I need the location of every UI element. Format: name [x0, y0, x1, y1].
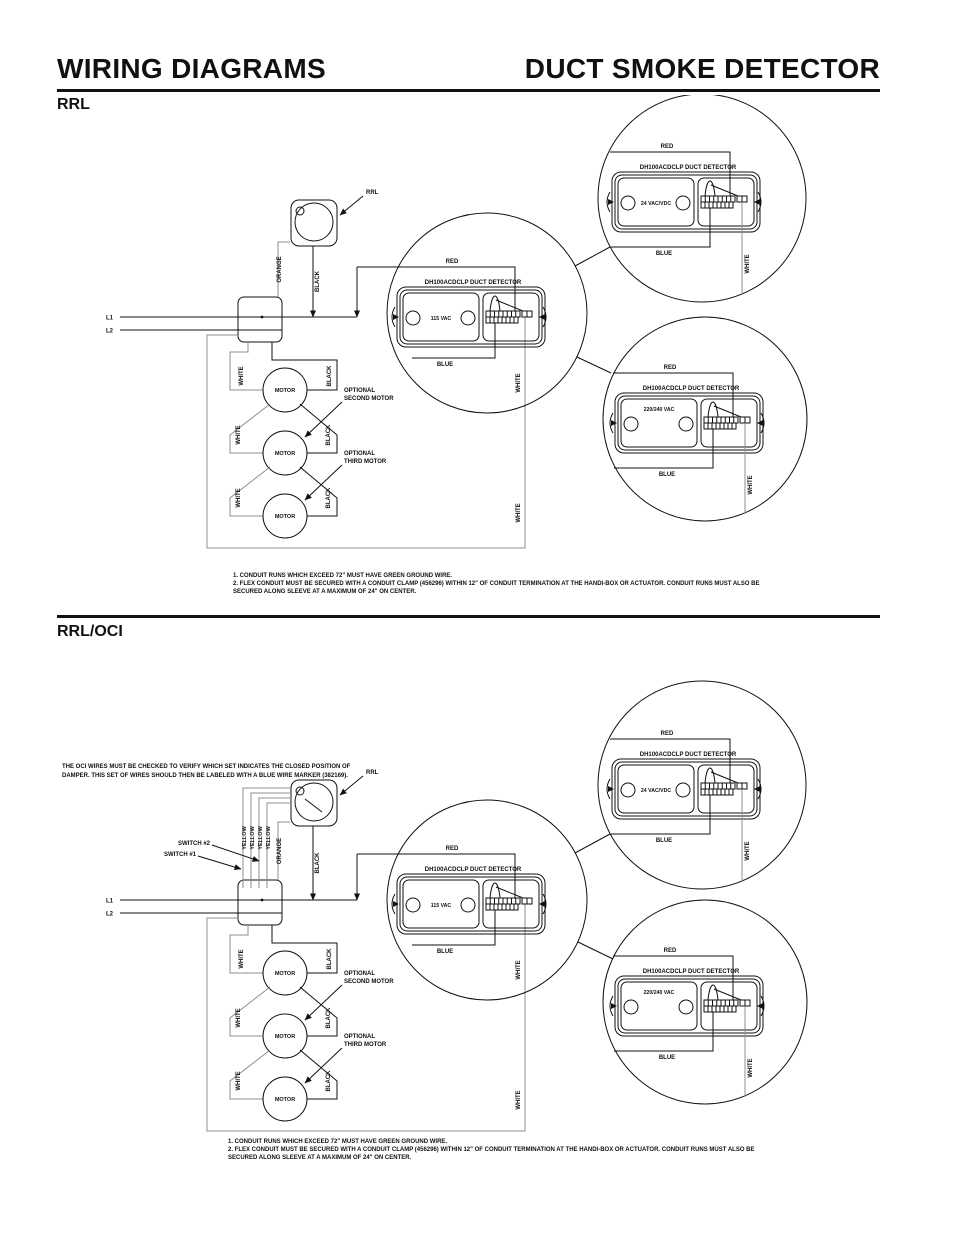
- motor: [263, 431, 307, 475]
- motor: [263, 1077, 307, 1121]
- svg-text:DH100ACDCLP DUCT DETECTOR: DH100ACDCLP DUCT DETECTOR: [642, 969, 740, 975]
- svg-text:SWITCH #2: SWITCH #2: [177, 841, 210, 847]
- svg-text:WHITE: WHITE: [516, 503, 522, 523]
- detail-circle-220vac: [603, 900, 807, 1104]
- svg-text:MOTOR: MOTOR: [274, 451, 296, 457]
- svg-text:BLACK: BLACK: [326, 1070, 332, 1092]
- oci-switch-wires: [164, 788, 290, 888]
- note-line: 2. FLEX CONDUIT MUST BE SECURED WITH A CONDUIT CLAMP (456296) WITHIN 12" OF CONDUIT TERMINATION AT THE HANDI-BOX OR ACTUATOR. CONDUIT RUNS MUST ALSO BE: [228, 1147, 755, 1153]
- motor-chain: [230, 368, 394, 538]
- svg-text:DH100ACDCLP DUCT DETECTOR: DH100ACDCLP DUCT DETECTOR: [642, 386, 740, 392]
- svg-text:RED: RED: [663, 948, 677, 954]
- actuator: [291, 770, 379, 826]
- motor: [263, 368, 307, 412]
- svg-text:MOTOR: MOTOR: [274, 971, 296, 977]
- svg-text:WHITE: WHITE: [236, 488, 242, 508]
- svg-text:BLUE: BLUE: [655, 838, 673, 844]
- junction-box: [238, 297, 282, 342]
- header-rule: [57, 89, 880, 92]
- note-line: SECURED ALONG SLEEVE AT A MAXIMUM OF 24" ON CENTER.: [233, 589, 417, 595]
- page-title-right: DUCT SMOKE DETECTOR: [524, 53, 880, 84]
- neutral-loop: [207, 317, 525, 548]
- svg-text:BLACK: BLACK: [326, 487, 332, 509]
- orange-wire: [277, 822, 290, 880]
- oci-note-line: THE OCI WIRES MUST BE CHECKED TO VERIFY WHICH SET INDICATES THE CLOSED POSITION OF: [62, 764, 351, 770]
- section-title-rrl-oci: RRL/OCI: [57, 623, 123, 640]
- svg-text:WHITE: WHITE: [745, 841, 751, 861]
- notes-rrl: [233, 572, 760, 596]
- svg-text:ORANGE: ORANGE: [277, 837, 283, 865]
- svg-text:WHITE: WHITE: [239, 366, 245, 386]
- svg-text:BLACK: BLACK: [326, 424, 332, 446]
- svg-text:BLACK: BLACK: [315, 852, 321, 874]
- svg-text:WHITE: WHITE: [236, 1071, 242, 1091]
- svg-text:MOTOR: MOTOR: [274, 388, 296, 394]
- notes-rrl-oci: [228, 1138, 755, 1162]
- svg-text:BLUE: BLUE: [436, 949, 454, 955]
- svg-text:THIRD MOTOR: THIRD MOTOR: [344, 1042, 387, 1048]
- svg-text:24 VAC/VDC: 24 VAC/VDC: [640, 201, 672, 207]
- svg-text:BLUE: BLUE: [658, 472, 676, 478]
- svg-text:SWITCH #1: SWITCH #1: [163, 852, 196, 858]
- detail-circle-115vac: [357, 213, 587, 523]
- svg-text:THIRD MOTOR: THIRD MOTOR: [344, 459, 387, 465]
- svg-text:OPTIONAL: OPTIONAL: [344, 451, 375, 457]
- oci-note-line: DAMPER. THIS SET OF WIRES SHOULD THEN BE LABELED WITH A BLUE WIRE MARKER (382169).: [62, 772, 348, 779]
- wiring-diagram-rrl: [0, 95, 954, 555]
- svg-text:WHITE: WHITE: [516, 960, 522, 980]
- svg-text:YELLOW: YELLOW: [250, 826, 256, 850]
- svg-text:BLUE: BLUE: [655, 251, 673, 257]
- svg-text:RRL: RRL: [366, 190, 379, 196]
- svg-text:MOTOR: MOTOR: [274, 514, 296, 520]
- power-lines: [106, 316, 357, 335]
- junction-box: [238, 880, 282, 925]
- svg-text:OPTIONAL: OPTIONAL: [344, 388, 375, 394]
- svg-text:L1: L1: [106, 315, 114, 322]
- svg-text:BLACK: BLACK: [315, 271, 321, 292]
- svg-text:BLACK: BLACK: [326, 1007, 332, 1029]
- svg-text:L1: L1: [106, 898, 114, 905]
- svg-text:DH100ACDCLP DUCT DETECTOR: DH100ACDCLP DUCT DETECTOR: [639, 165, 737, 171]
- svg-text:115 VAC: 115 VAC: [430, 316, 452, 322]
- svg-text:WHITE: WHITE: [236, 425, 242, 445]
- svg-text:DH100ACDCLP DUCT DETECTOR: DH100ACDCLP DUCT DETECTOR: [424, 280, 522, 286]
- svg-text:WHITE: WHITE: [516, 373, 522, 393]
- section-title-rrl: RRL: [57, 96, 90, 113]
- note-line: 1. CONDUIT RUNS WHICH EXCEED 72" MUST HAVE GREEN GROUND WIRE.: [233, 573, 453, 579]
- motor-buses: [230, 342, 337, 390]
- power-lines: [106, 899, 357, 918]
- svg-text:YELLOW: YELLOW: [242, 826, 248, 850]
- svg-text:MOTOR: MOTOR: [274, 1097, 296, 1103]
- neutral-loop: [207, 904, 525, 1131]
- svg-text:YELLOW: YELLOW: [266, 826, 272, 850]
- svg-text:DH100ACDCLP DUCT DETECTOR: DH100ACDCLP DUCT DETECTOR: [424, 867, 522, 873]
- note-line: 1. CONDUIT RUNS WHICH EXCEED 72" MUST HAVE GREEN GROUND WIRE.: [228, 1139, 448, 1145]
- note-line: SECURED ALONG SLEEVE AT A MAXIMUM OF 24" ON CENTER.: [228, 1155, 412, 1161]
- svg-text:SECOND MOTOR: SECOND MOTOR: [344, 396, 394, 402]
- motor-buses: [230, 925, 337, 973]
- svg-text:L2: L2: [106, 328, 114, 335]
- svg-text:220/240 VAC: 220/240 VAC: [643, 990, 675, 996]
- svg-text:YELLOW: YELLOW: [258, 826, 264, 850]
- motor: [263, 494, 307, 538]
- motor: [263, 951, 307, 995]
- motor-chain: [230, 951, 394, 1121]
- detail-circle-115vac: [357, 800, 587, 1110]
- svg-text:RED: RED: [660, 731, 674, 737]
- svg-text:RED: RED: [660, 144, 674, 150]
- svg-text:220/240 VAC: 220/240 VAC: [643, 407, 675, 413]
- svg-text:MOTOR: MOTOR: [274, 1034, 296, 1040]
- svg-text:BLACK: BLACK: [327, 948, 333, 970]
- svg-text:BLACK: BLACK: [327, 365, 333, 387]
- svg-text:24 VAC/VDC: 24 VAC/VDC: [640, 788, 672, 794]
- svg-text:WHITE: WHITE: [748, 1058, 754, 1078]
- svg-text:WHITE: WHITE: [239, 949, 245, 969]
- svg-text:ORANGE: ORANGE: [277, 256, 283, 283]
- svg-text:RED: RED: [445, 846, 459, 852]
- svg-text:RRL: RRL: [366, 770, 379, 776]
- svg-text:BLUE: BLUE: [436, 362, 454, 368]
- svg-text:WHITE: WHITE: [516, 1090, 522, 1110]
- motor: [263, 1014, 307, 1058]
- callout-connectors: [575, 834, 613, 959]
- black-wire: [313, 246, 321, 317]
- svg-text:WHITE: WHITE: [236, 1008, 242, 1028]
- section-divider-rule: [57, 615, 880, 618]
- detail-circle-220vac: [603, 317, 807, 521]
- wiring-diagram-rrl-oci: [0, 648, 954, 1135]
- callout-connectors: [575, 247, 611, 373]
- detail-circle-24vac: [598, 681, 806, 889]
- svg-text:115 VAC: 115 VAC: [430, 903, 452, 909]
- svg-text:OPTIONAL: OPTIONAL: [344, 1034, 375, 1040]
- page-title-left: WIRING DIAGRAMS: [57, 53, 326, 84]
- svg-text:SECOND MOTOR: SECOND MOTOR: [344, 979, 394, 985]
- svg-text:L2: L2: [106, 911, 114, 918]
- detail-circle-24vac: [598, 95, 806, 302]
- svg-text:BLUE: BLUE: [658, 1055, 676, 1061]
- svg-text:RED: RED: [663, 365, 677, 371]
- orange-wire: [277, 242, 290, 297]
- svg-text:OPTIONAL: OPTIONAL: [344, 971, 375, 977]
- actuator: [291, 190, 379, 246]
- black-wire: [313, 826, 321, 900]
- note-line: 2. FLEX CONDUIT MUST BE SECURED WITH A CONDUIT CLAMP (456296) WITHIN 12" OF CONDUIT TERMINATION AT THE HANDI-BOX OR ACTUATOR. CONDUIT RUNS MUST ALSO BE: [233, 581, 760, 587]
- svg-text:RED: RED: [445, 259, 459, 265]
- svg-text:DH100ACDCLP DUCT DETECTOR: DH100ACDCLP DUCT DETECTOR: [639, 752, 737, 758]
- svg-text:WHITE: WHITE: [745, 254, 751, 274]
- svg-text:WHITE: WHITE: [748, 475, 754, 495]
